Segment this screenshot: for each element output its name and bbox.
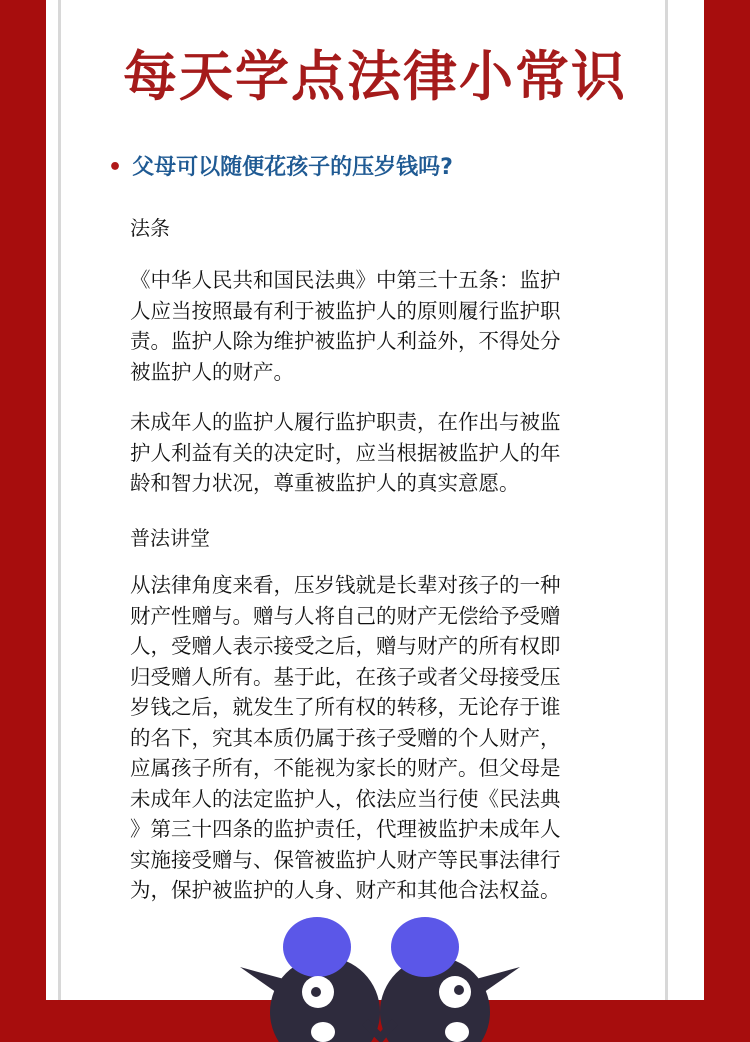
mascot-right: [379, 917, 520, 1042]
text-line: 被监护人的财产。: [130, 359, 294, 384]
text-line: 《中华人民共和国民法典》中第三十五条：监护: [130, 268, 561, 292]
divider-left: [58, 0, 61, 1000]
text-line: 人应当按照最有利于被监护人的原则履行监护职: [130, 298, 561, 323]
law-paragraph-2: [130, 407, 561, 499]
text-line: 的名下，究其本质仍属于孩子受赠的个人财产，: [130, 725, 561, 750]
text-line: 龄和智力状况，尊重被监护人的真实意愿。: [130, 471, 520, 495]
question-text: 父母可以随便花孩子的压岁钱吗?: [132, 155, 453, 180]
text-line: 归受赠人所有。基于此，在孩子或者父母接受压: [130, 664, 561, 689]
section-label-lecture: 普法讲堂: [130, 526, 210, 550]
divider-right: [665, 0, 668, 1000]
question-heading: [108, 150, 453, 181]
text-line: 应属孩子所有，不能视为家长的财产。但父母是: [130, 756, 561, 780]
text-line: 为，保护被监护的人身、财产和其他合法权益。: [130, 878, 561, 902]
text-line: 岁钱之后，就发生了所有权的转移，无论存于谁: [130, 695, 561, 719]
text-line: 》第三十四条的监护责任，代理被监护未成年人: [130, 817, 561, 841]
text-line: 从法律角度来看，压岁钱就是长辈对孩子的一种: [130, 573, 561, 597]
poster-title: 每天学点法律小常识: [123, 45, 627, 108]
text-line: 人，受赠人表示接受之后，赠与财产的所有权即: [130, 634, 561, 658]
law-paragraph-1: [130, 265, 561, 387]
text-line: 财产性赠与。赠与人将自己的财产无偿给予受赠: [130, 603, 561, 628]
mascot-illustration: [235, 912, 525, 1042]
text-line: 实施接受赠与、保管被监护人财产等民事法律行: [130, 847, 561, 872]
text-line: 未成年人的法定监护人，依法应当行使《民法典: [130, 786, 561, 811]
section-label-law: 法条: [130, 216, 170, 240]
lecture-paragraph: [130, 570, 561, 906]
text-line: 未成年人的监护人履行监护职责，在作出与被监: [130, 410, 561, 434]
bullet-icon: •: [108, 155, 123, 180]
text-line: 护人利益有关的决定时，应当根据被监护人的年: [130, 440, 561, 465]
text-line: 责。监护人除为维护被监护人利益外，不得处分: [130, 329, 561, 353]
mascot-left: [240, 917, 383, 1042]
